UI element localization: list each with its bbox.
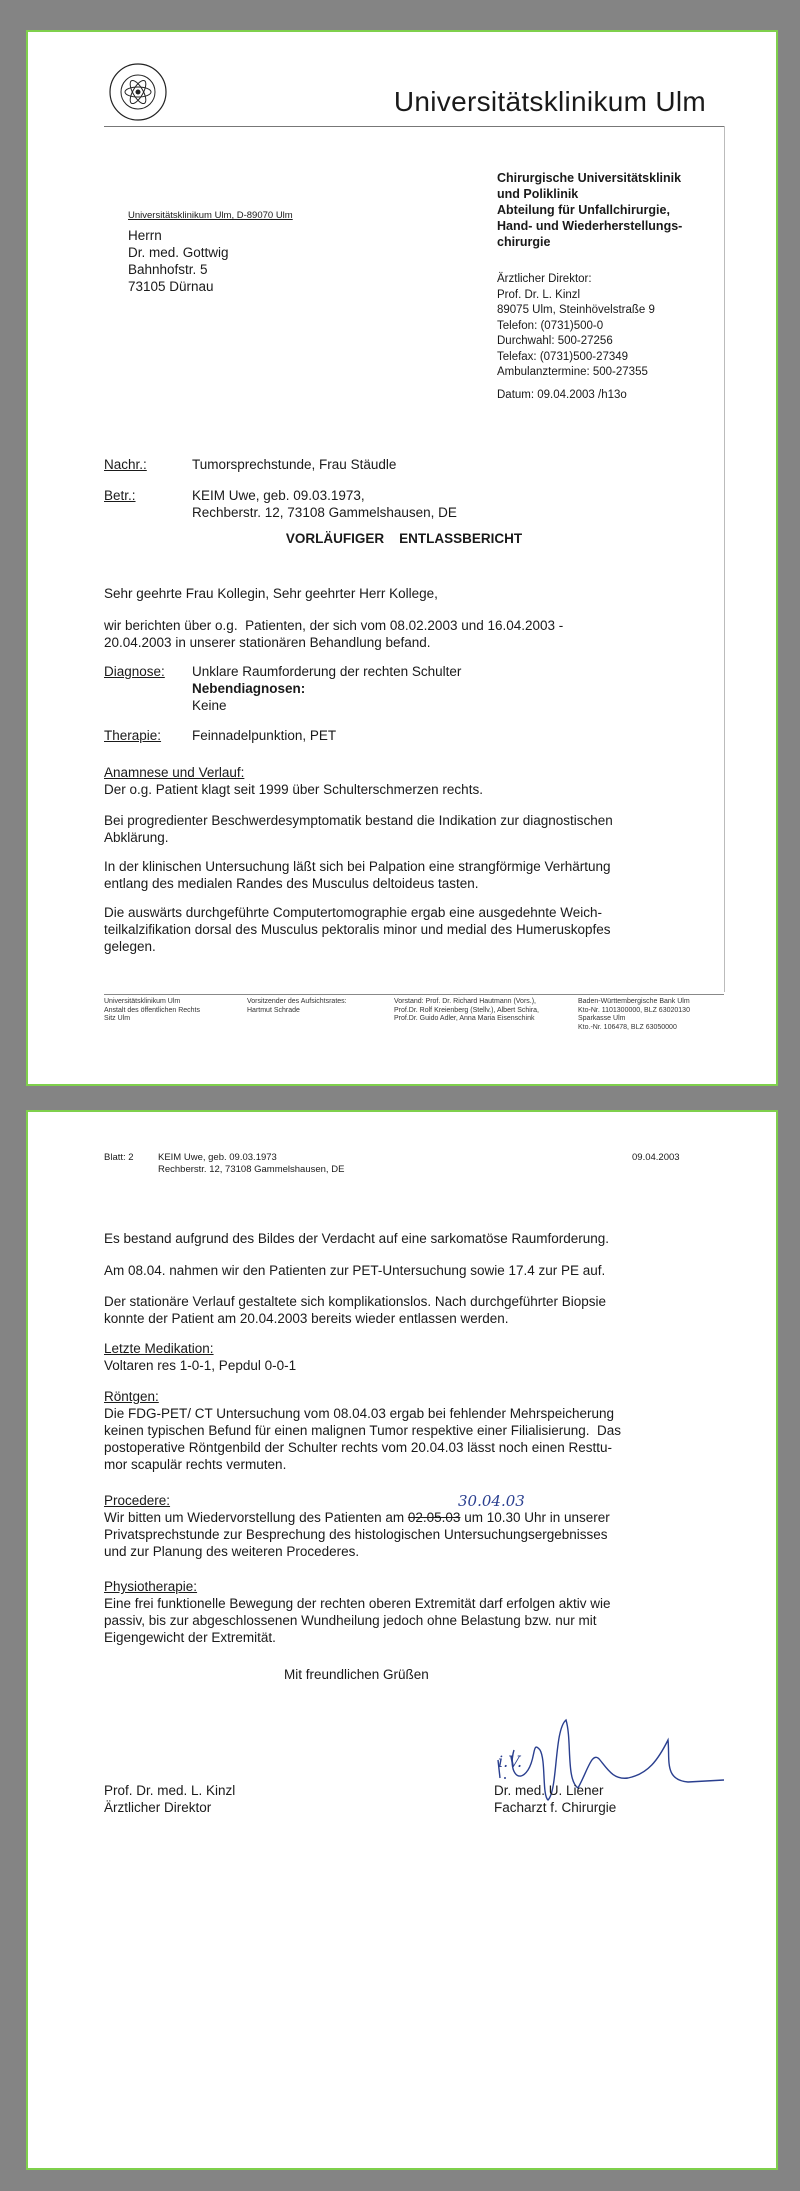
betr-line: Rechberstr. 12, 73108 Gammelshausen, DE	[192, 505, 457, 520]
diagnose-label: Diagnose:	[104, 664, 165, 679]
footer-line: Vorstand: Prof. Dr. Richard Hautmann (Vors.),	[394, 998, 537, 1005]
contact-line: Ärztlicher Direktor:	[497, 273, 592, 285]
anamnese-p2	[104, 812, 613, 846]
physio-line: Eine frei funktionelle Bewegung der rechten oberen Extremität darf erfolgen aktiv wie	[104, 1596, 611, 1611]
header-rule	[104, 126, 724, 127]
footer-col-executive	[394, 998, 539, 1024]
contact-line: 89075 Ulm, Steinhövelstraße 9	[497, 304, 655, 316]
footer-line: Baden-Württembergische Bank Ulm	[578, 998, 690, 1005]
footer-line: Prof.Dr. Guido Adler, Anna Maria Eisenschink	[394, 1015, 535, 1022]
diagnose-block	[192, 663, 461, 714]
betr-value	[192, 487, 457, 521]
footer-line: Vorsitzender des Aufsichtsrates:	[247, 998, 347, 1005]
procedere-line: und zur Planung des weiteren Procederes.	[104, 1544, 360, 1559]
diagnose-value: Unklare Raumforderung der rechten Schulter	[192, 664, 462, 679]
department-line: chirurgie	[497, 235, 551, 249]
intro-paragraph	[104, 617, 563, 651]
footer-line: Prof.Dr. Rolf Kreienberg (Stellv.), Albert Schira,	[394, 1006, 539, 1014]
footer-line: Hartmut Schrade	[247, 1006, 300, 1014]
footer-col-bank	[578, 998, 690, 1032]
letter-page-2	[26, 1110, 778, 2170]
p2-line: Der stationäre Verlauf gestaltete sich komplikationslos. Nach durchgeführter Biopsie	[104, 1294, 607, 1309]
betr-label: Betr.:	[104, 488, 136, 503]
anamnese-p3	[104, 858, 611, 892]
struck-date: 02.05.03	[407, 1510, 461, 1525]
footer-rule	[104, 994, 724, 995]
contact-line: Ambulanztermine: 500-27355	[497, 366, 648, 378]
p2-paragraph-1: Es bestand aufgrund des Bildes der Verdacht auf eine sarkomatöse Raumforderung.	[104, 1231, 610, 1246]
intro-line: 20.04.2003 in unserer stationären Behandlung befand.	[104, 635, 431, 650]
footer-col-board	[247, 998, 347, 1015]
roentgen-line: Die FDG-PET/ CT Untersuchung vom 08.04.03 ergab bei fehlender Mehrspeicherung	[104, 1406, 615, 1421]
therapie-label: Therapie:	[104, 728, 162, 743]
contact-line: Telefax: (0731)500-27349	[497, 350, 629, 363]
department-line: Abteilung für Unfallchirurgie,	[497, 203, 670, 217]
signature-left	[104, 1782, 235, 1816]
nebendiagnosen-label: Nebendiagnosen:	[192, 681, 306, 696]
contact-line: Prof. Dr. L. Kinzl	[497, 288, 581, 301]
p2-paragraph-3	[104, 1293, 606, 1327]
contact-line: Durchwahl: 500-27256	[497, 335, 613, 347]
recipient-line: Herrn	[128, 228, 162, 243]
procedere-text: Wir bitten um Wiedervorstellung des Patienten am	[104, 1510, 408, 1525]
salutation: Sehr geehrte Frau Kollegin, Sehr geehrter Herr Kollege,	[104, 586, 438, 601]
p2-paragraph-2: Am 08.04. nahmen wir den Patienten zur PET-Untersuchung sowie 17.4 zur PE auf.	[104, 1263, 606, 1278]
letter-page-1	[26, 30, 778, 1086]
physio-line: Eigengewicht der Extremität.	[104, 1630, 276, 1645]
signatory-title: Ärztlicher Direktor	[104, 1800, 212, 1815]
medikation-heading: Letzte Medikation:	[104, 1341, 214, 1356]
sheet-number: Blatt: 2	[104, 1152, 134, 1163]
recipient-line: Dr. med. Gottwig	[128, 245, 229, 260]
department-line: Hand- und Wiederherstellungs-	[497, 219, 683, 233]
nachr-value: Tumorsprechstunde, Frau Stäudle	[192, 457, 397, 472]
letter-date: Datum: 09.04.2003 /h13o	[497, 389, 627, 401]
university-seal-logo	[108, 62, 168, 122]
anamnese-p1: Der o.g. Patient klagt seit 1999 über Schulterschmerzen rechts.	[104, 782, 483, 797]
betr-line: KEIM Uwe, geb. 09.03.1973,	[192, 488, 365, 503]
recipient-line: Bahnhofstr. 5	[128, 262, 208, 277]
therapie-value: Feinnadelpunktion, PET	[192, 728, 337, 743]
physio-heading: Physiotherapie:	[104, 1579, 198, 1594]
roentgen-line: keinen typischen Befund für einen malignen Tumor respektive einer Filialisierung. Das	[104, 1423, 622, 1438]
report-title: VORLÄUFIGER ENTLASSBERICHT	[285, 531, 523, 546]
roentgen-value	[104, 1405, 621, 1473]
anamnese-line: Die auswärts durchgeführte Computertomographie ergab eine ausgedehnte Weich-	[104, 905, 603, 920]
patient-header	[158, 1152, 344, 1176]
intro-line: wir berichten über o.g. Patienten, der sich vom 08.02.2003 und 16.04.2003 -	[104, 618, 564, 633]
anamnese-line: entlang des medialen Randes des Musculus deltoideus tasten.	[104, 876, 479, 891]
footer-line: Anstalt des öffentlichen Rechts	[104, 1006, 200, 1014]
page2-date: 09.04.2003	[632, 1152, 680, 1163]
p2-line: konnte der Patient am 20.04.2003 bereits wieder entlassen werden.	[104, 1311, 509, 1326]
patient-header-line: KEIM Uwe, geb. 09.03.1973	[158, 1152, 277, 1163]
footer-line: Kto.-Nr. 106478, BLZ 63050000	[578, 1023, 677, 1031]
signatory-name: Dr. med. U. Liener	[494, 1783, 604, 1798]
nebendiagnosen-value: Keine	[192, 698, 227, 713]
signature-iv: i.V.	[498, 1752, 523, 1771]
contact-line: Telefon: (0731)500-0	[497, 319, 604, 332]
physio-value	[104, 1595, 611, 1646]
procedere-heading: Procedere:	[104, 1493, 171, 1508]
signatory-name: Prof. Dr. med. L. Kinzl	[104, 1783, 236, 1798]
clinic-title: Universitätsklinikum Ulm	[393, 86, 706, 117]
footer-col-institution	[104, 998, 200, 1024]
procedere-value	[104, 1509, 610, 1560]
anamnese-line: Abklärung.	[104, 830, 169, 845]
anamnese-p4	[104, 904, 610, 955]
recipient-address	[128, 227, 229, 295]
footer-line: Sparkasse Ulm	[578, 1015, 626, 1022]
nachr-label: Nachr.:	[104, 457, 147, 472]
physio-line: passiv, bis zur abgeschlossenen Wundheilung jedoch ohne Belastung bzw. nur mit	[104, 1613, 597, 1628]
roentgen-line: postoperative Röntgenbild der Schulter rechts vom 20.04.03 lässt noch einen Resttu-	[104, 1440, 613, 1455]
footer-line: Universitätsklinikum Ulm	[104, 998, 181, 1005]
director-contact-block	[497, 272, 655, 381]
anamnese-heading: Anamnese und Verlauf:	[104, 765, 245, 780]
department-line: und Poliklinik	[497, 187, 579, 201]
signature-right	[494, 1782, 616, 1816]
anamnese-line: teilkalzifikation dorsal des Musculus pektoralis minor und medial des Humeruskopfes	[104, 922, 611, 937]
anamnese-line: gelegen.	[104, 939, 156, 954]
handwritten-date: 30.04.03	[458, 1492, 525, 1510]
procedere-text: um 10.30 Uhr in unserer	[460, 1510, 610, 1525]
signatory-title: Facharzt f. Chirurgie	[494, 1800, 617, 1815]
roentgen-heading: Röntgen:	[104, 1389, 159, 1404]
roentgen-line: mor scapulär rechts vermuten.	[104, 1457, 287, 1472]
department-block	[497, 170, 682, 250]
anamnese-line: In der klinischen Untersuchung läßt sich bei Palpation eine strangförmige Verhärtung	[104, 859, 611, 874]
closing-phrase: Mit freundlichen Grüßen	[284, 1667, 429, 1682]
footer-line: Sitz Ulm	[104, 1015, 131, 1022]
department-line: Chirurgische Universitätsklinik	[497, 171, 682, 185]
medikation-value: Voltaren res 1-0-1, Pepdul 0-0-1	[104, 1358, 297, 1373]
anamnese-line: Bei progredienter Beschwerdesymptomatik bestand die Indikation zur diagnostischen	[104, 813, 613, 828]
procedere-line: Privatsprechstunde zur Besprechung des histologischen Untersuchungsergebnisses	[104, 1527, 608, 1542]
patient-header-line: Rechberstr. 12, 73108 Gammelshausen, DE	[158, 1164, 345, 1175]
right-margin-rule	[724, 126, 725, 992]
recipient-line: 73105 Dürnau	[128, 279, 214, 294]
footer-line: Kto-Nr. 1101300000, BLZ 63020130	[578, 1006, 690, 1014]
sender-line: Universitätsklinikum Ulm, D-89070 Ulm	[128, 210, 293, 221]
procedere-line	[104, 1509, 610, 1526]
